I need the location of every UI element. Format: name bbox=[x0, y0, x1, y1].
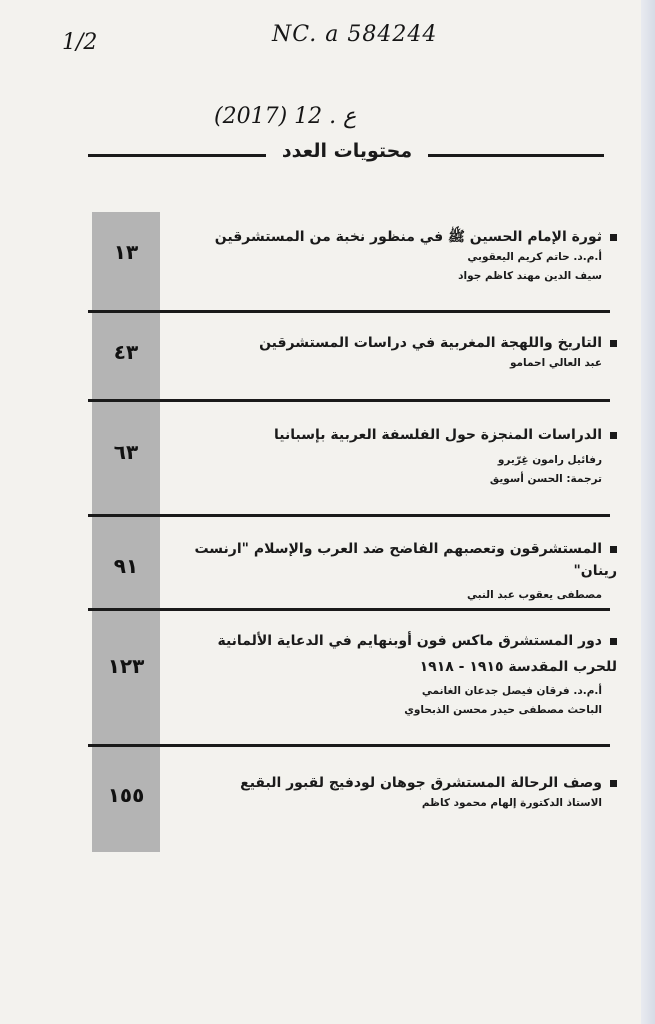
title-rule-left bbox=[88, 154, 266, 157]
entry-page-number: ٦٣ bbox=[113, 440, 139, 464]
entry-page-number: ٩١ bbox=[113, 554, 139, 578]
bullet-icon bbox=[610, 234, 617, 241]
toc-entry bbox=[187, 226, 617, 286]
entry-separator bbox=[88, 608, 610, 611]
entry-title-line bbox=[187, 332, 617, 354]
entry-author: أ.م.د. حاتم كريم اليعقوبي bbox=[467, 251, 602, 263]
entry-separator bbox=[88, 744, 610, 747]
bullet-icon bbox=[610, 432, 617, 439]
entry-title: المستشرقون وتعصبهم الفاضح ضد العرب والإسلام "ارنست رينان" bbox=[194, 541, 617, 579]
entry-title: التاريخ واللهجة المغربية في دراسات المستشرقين bbox=[259, 335, 602, 351]
entry-page-number: ٤٣ bbox=[113, 340, 139, 364]
bullet-icon bbox=[610, 546, 617, 553]
entry-title-line bbox=[187, 226, 617, 248]
entry-author: الاستاذ الدكتورة إلهام محمود كاظم bbox=[421, 797, 602, 809]
entry-title: دور المستشرق ماكس فون أوبنهايم في الدعاية الألمانية bbox=[217, 633, 602, 649]
page-number-column bbox=[92, 212, 160, 852]
bullet-icon bbox=[610, 638, 617, 645]
entry-author: سيف الدين مهند كاظم جواد bbox=[458, 270, 602, 282]
handwritten-catalog-number: NC. a 584244 bbox=[272, 22, 438, 47]
handwritten-page-mark: 1/2 bbox=[62, 30, 98, 55]
entry-separator bbox=[88, 514, 610, 517]
entry-page-number: ١٥٥ bbox=[107, 783, 145, 807]
toc-entry bbox=[187, 538, 617, 605]
bullet-icon bbox=[610, 340, 617, 347]
entry-title-continued: للحرب المقدسة ١٩١٥ - ١٩١٨ bbox=[419, 659, 617, 675]
page-edge bbox=[641, 0, 655, 1024]
entry-page-number: ١٣ bbox=[113, 240, 139, 264]
entry-title: وصف الرحالة المستشرق جوهان لودفيج لقبور البقيع bbox=[240, 775, 602, 791]
toc-entry bbox=[187, 630, 617, 720]
entry-separator bbox=[88, 310, 610, 313]
handwritten-year-issue: (2017) 12 . ع bbox=[214, 104, 357, 129]
entry-title-line bbox=[187, 630, 617, 652]
entry-author: عبد العالي احمامو bbox=[509, 357, 602, 369]
entry-separator bbox=[88, 399, 610, 402]
entry-author: أ.م.د. فرقان فيصل جدعان الغانمي bbox=[421, 685, 602, 697]
entry-page-number: ١٢٣ bbox=[107, 654, 145, 678]
bullet-icon bbox=[610, 780, 617, 787]
entry-title-line bbox=[187, 538, 617, 582]
entry-author: ترجمة: الحسن أسويق bbox=[489, 473, 602, 485]
entry-author: مصطفى يعقوب عبد النبي bbox=[466, 589, 602, 601]
toc-entry bbox=[187, 332, 617, 373]
entry-title-line bbox=[187, 424, 617, 446]
entry-title: الدراسات المنجزة حول الفلسفة العربية بإسبانيا bbox=[274, 427, 602, 443]
toc-entry bbox=[187, 424, 617, 489]
page-title: محتويات العدد bbox=[281, 140, 413, 162]
toc-entry bbox=[187, 772, 617, 813]
entry-title-line bbox=[187, 772, 617, 794]
entry-author: رفائيل رامون غِرّيرو bbox=[497, 454, 602, 466]
entry-author: الباحث مصطفى حيدر محسن الذبحاوي bbox=[404, 704, 602, 716]
entry-title: ثورة الإمام الحسين ﷺ في منظور نخبة من المستشرقين bbox=[214, 229, 602, 245]
title-rule-right bbox=[428, 154, 604, 157]
